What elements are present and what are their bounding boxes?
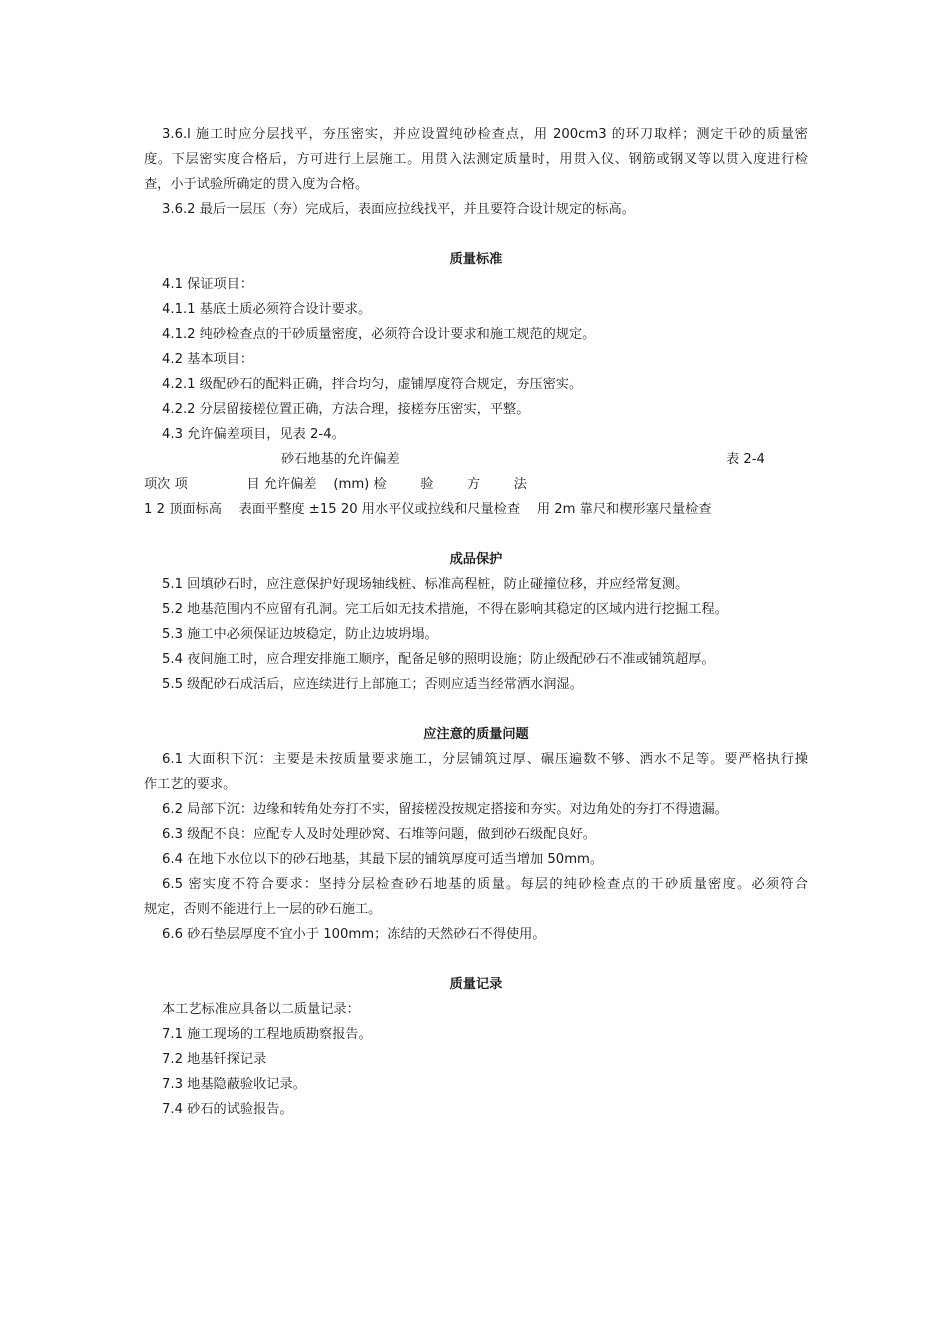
- para-7-4: 7.4 砂石的试验报告。: [162, 1102, 293, 1117]
- table-row: 1 2 顶面标高 表面平整度 ±15 20 用水平仪或拉线和尺量检查 用 2m 靠尺和楔形塞尺量检查: [144, 502, 712, 517]
- para-4-2-1: 4.2.1 级配砂石的配料正确，拌合均匀，虚铺厚度符合规定，夯压密实。: [162, 377, 583, 392]
- para-6-3: 6.3 级配不良：应配专人及时处理砂窝、石堆等问题，做到砂石级配良好。: [162, 827, 596, 842]
- table-header: 项次 项 目 允许偏差 (mm) 检 验 方 法: [144, 477, 527, 492]
- para-6-6: 6.6 砂石垫层厚度不宜小于 100mm；冻结的天然砂石不得使用。: [162, 927, 546, 942]
- para-7-intro: 本工艺标准应具备以二质量记录：: [162, 1002, 360, 1017]
- para-4-2-2: 4.2.2 分层留接槎位置正确，方法合理，接槎夯压密实，平整。: [162, 402, 530, 417]
- para-7-2: 7.2 地基钎探记录: [162, 1052, 267, 1067]
- para-5-5: 5.5 级配砂石成活后，应连续进行上部施工；否则应适当经常洒水润湿。: [162, 677, 583, 692]
- para-4-2: 4.2 基本项目：: [162, 352, 254, 367]
- para-3-6-1-line3: 查，小于试验所确定的贯入度为合格。: [144, 177, 369, 192]
- section-title-quality-issues: 应注意的质量问题: [423, 727, 529, 742]
- para-4-1: 4.1 保证项目：: [162, 277, 254, 292]
- para-5-4: 5.4 夜间施工时，应合理安排施工顺序，配备足够的照明设施；防止级配砂石不准或铺筑超厚。: [162, 652, 715, 667]
- para-7-1: 7.1 施工现场的工程地质勘察报告。: [162, 1027, 372, 1042]
- para-4-1-2: 4.1.2 纯砂检查点的干砂质量密度，必须符合设计要求和施工规范的规定。: [162, 327, 596, 342]
- table-caption: 砂石地基的允许偏差: [281, 452, 400, 467]
- para-6-2: 6.2 局部下沉：边缘和转角处夯打不实，留接槎没按规定搭接和夯实。对边角处的夯打不得遗漏。: [162, 802, 728, 817]
- para-5-1: 5.1 回填砂石时，应注意保护好现场轴线桩、标准高程桩，防止碰撞位移，并应经常复测。: [162, 577, 689, 592]
- para-4-3: 4.3 允许偏差项目，见表 2-4。: [162, 427, 345, 442]
- para-4-1-1: 4.1.1 基底土质必须符合设计要求。: [162, 302, 372, 317]
- para-6-5-line1: 6.5 密实度不符合要求：坚持分层检查砂石地基的质量。每层的纯砂检查点的干砂质量密度。必须符合: [162, 877, 808, 892]
- para-3-6-2: 3.6.2 最后一层压（夯）完成后，表面应拉线找平，并且要符合设计规定的标高。: [162, 202, 635, 217]
- section-title-quality-records: 质量记录: [449, 977, 503, 992]
- para-6-1-line1: 6.1 大面积下沉：主要是未按质量要求施工，分层铺筑过厚、碾压遍数不够、洒水不足等。要严格执行操: [162, 752, 808, 767]
- para-6-5-line2: 规定，否则不能进行上一层的砂石施工。: [144, 902, 382, 917]
- para-3-6-1-line1: 3.6.l 施工时应分层找平，夯压密实，并应设置纯砂检查点，用 200cm3 的环刀取样；测定干砂的质量密: [162, 127, 808, 142]
- para-5-2: 5.2 地基范围内不应留有孔洞。完工后如无技术措施，不得在影响其稳定的区域内进行挖掘工程。: [162, 602, 728, 617]
- table-number: 表 2-4: [726, 452, 765, 467]
- para-3-6-1-line2: 度。下层密实度合格后，方可进行上层施工。用贯入法测定质量时，用贯入仪、钢筋或钢叉等以贯入度进行检: [144, 152, 808, 167]
- para-6-4: 6.4 在地下水位以下的砂石地基，其最下层的铺筑厚度可适当增加 50mm。: [162, 852, 604, 867]
- section-title-product-protection: 成品保护: [449, 552, 503, 567]
- para-7-3: 7.3 地基隐蔽验收记录。: [162, 1077, 306, 1092]
- section-title-quality-standard: 质量标准: [449, 252, 503, 267]
- para-6-1-line2: 作工艺的要求。: [144, 777, 237, 792]
- para-5-3: 5.3 施工中必须保证边坡稳定，防止边坡坍塌。: [162, 627, 438, 642]
